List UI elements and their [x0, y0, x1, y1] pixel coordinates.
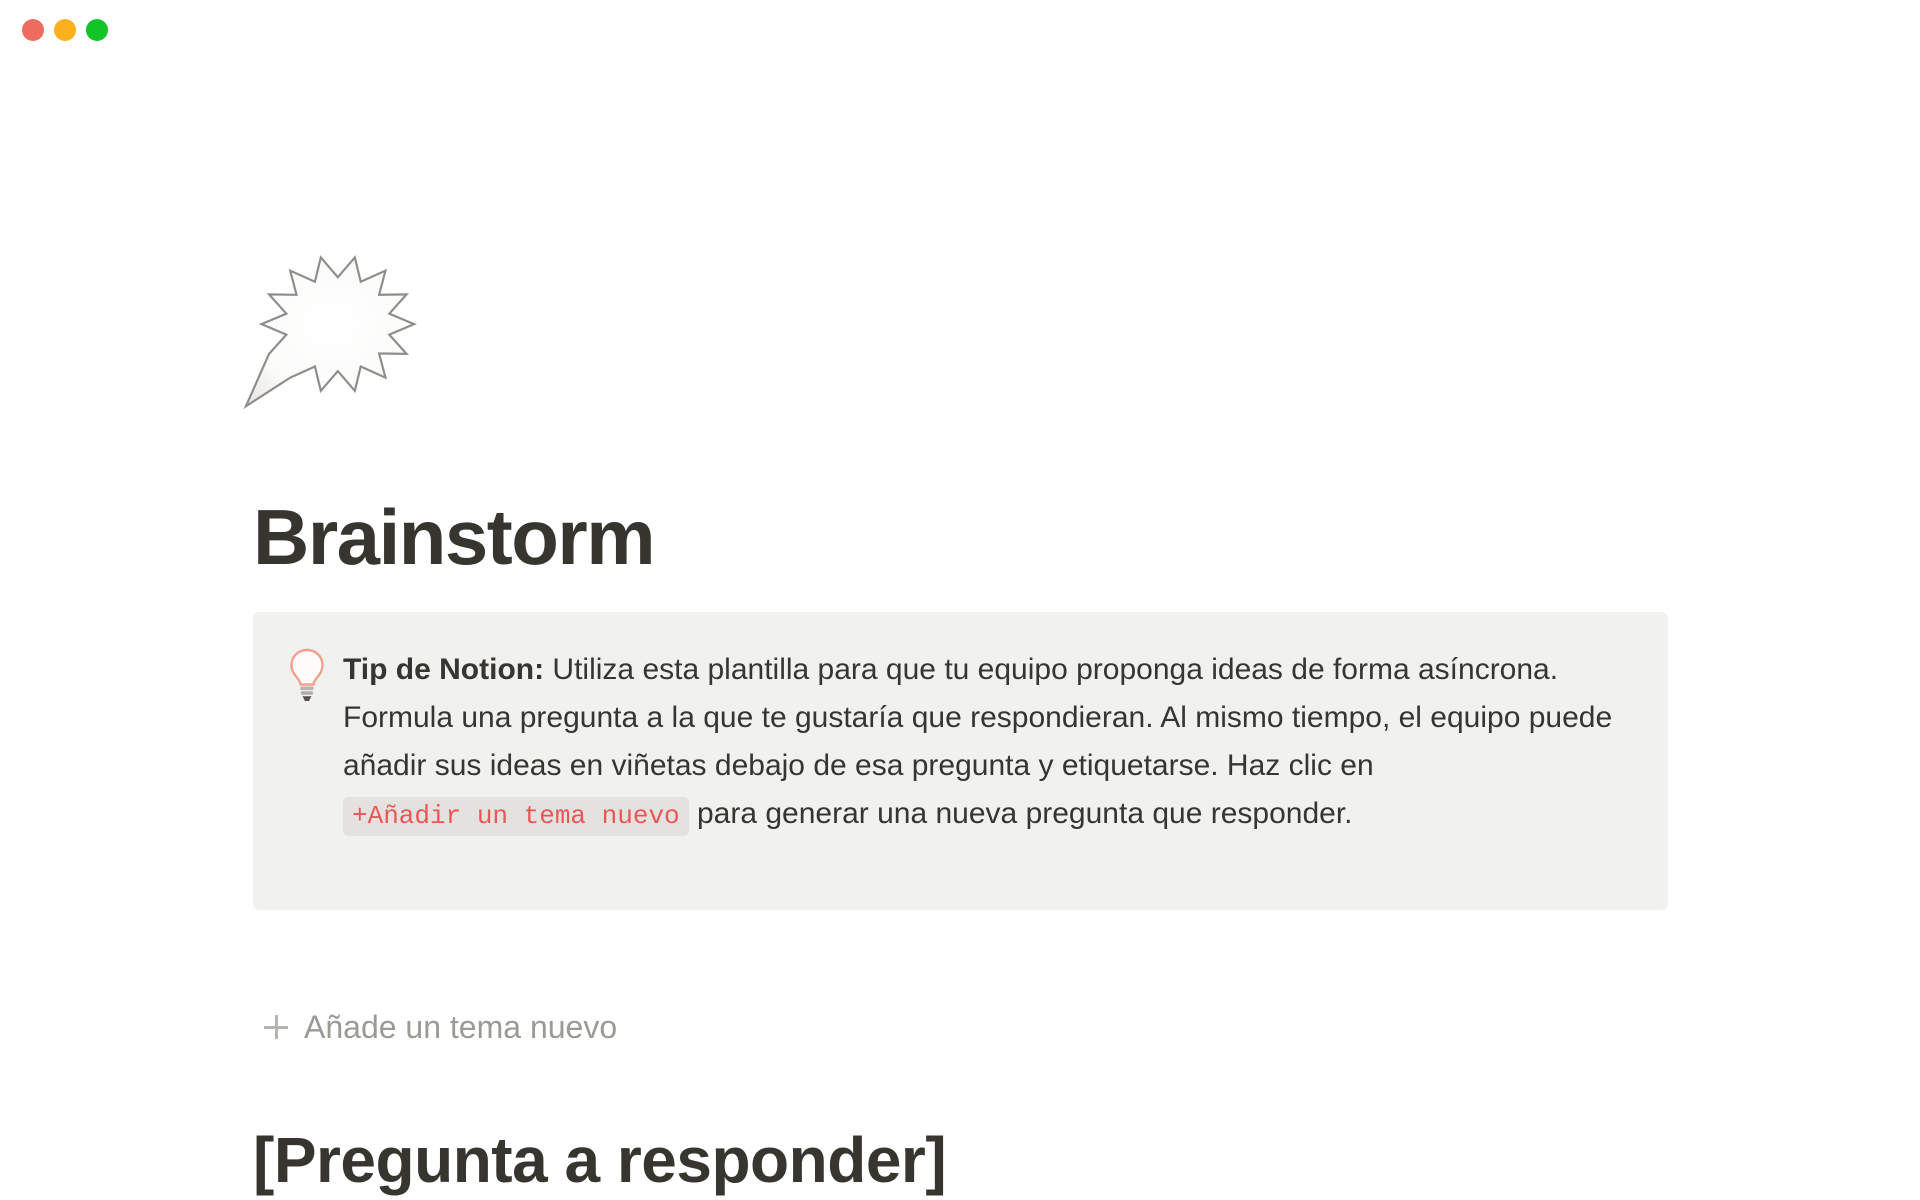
- right-anger-bubble-icon: [240, 245, 420, 415]
- zoom-window-button[interactable]: [86, 19, 108, 41]
- tip-callout-text: [343, 646, 1624, 840]
- page-icon-right-anger-bubble[interactable]: [240, 245, 420, 415]
- close-window-button[interactable]: [22, 19, 44, 41]
- minimize-window-button[interactable]: [54, 19, 76, 41]
- page-title[interactable]: Brainstorm: [253, 493, 655, 581]
- add-topic-button[interactable]: [262, 1008, 617, 1046]
- light-bulb-icon: [288, 646, 343, 709]
- question-heading[interactable]: [Pregunta a responder]: [253, 1124, 947, 1196]
- tip-callout-body-2: para generar una nueva pregunta que responder.: [688, 797, 1353, 830]
- tip-callout: [253, 612, 1668, 910]
- window-controls: [22, 19, 108, 41]
- tip-callout-bold-lead: Tip de Notion:: [343, 653, 545, 686]
- tip-callout-body-1: Utiliza esta plantilla para que tu equipo proponga ideas de forma asíncrona. Formula una pregunta a la que te gustaría que respondieran. Al mismo tiempo, el equipo puede añadir sus ideas en viñetas debajo de esa pregunta y etiquetarse. Haz clic en: [343, 653, 1613, 782]
- tip-callout-inline-code: +Añadir un tema nuevo: [343, 797, 689, 836]
- add-topic-label: Añade un tema nuevo: [304, 1009, 618, 1045]
- plus-icon: [262, 1013, 290, 1041]
